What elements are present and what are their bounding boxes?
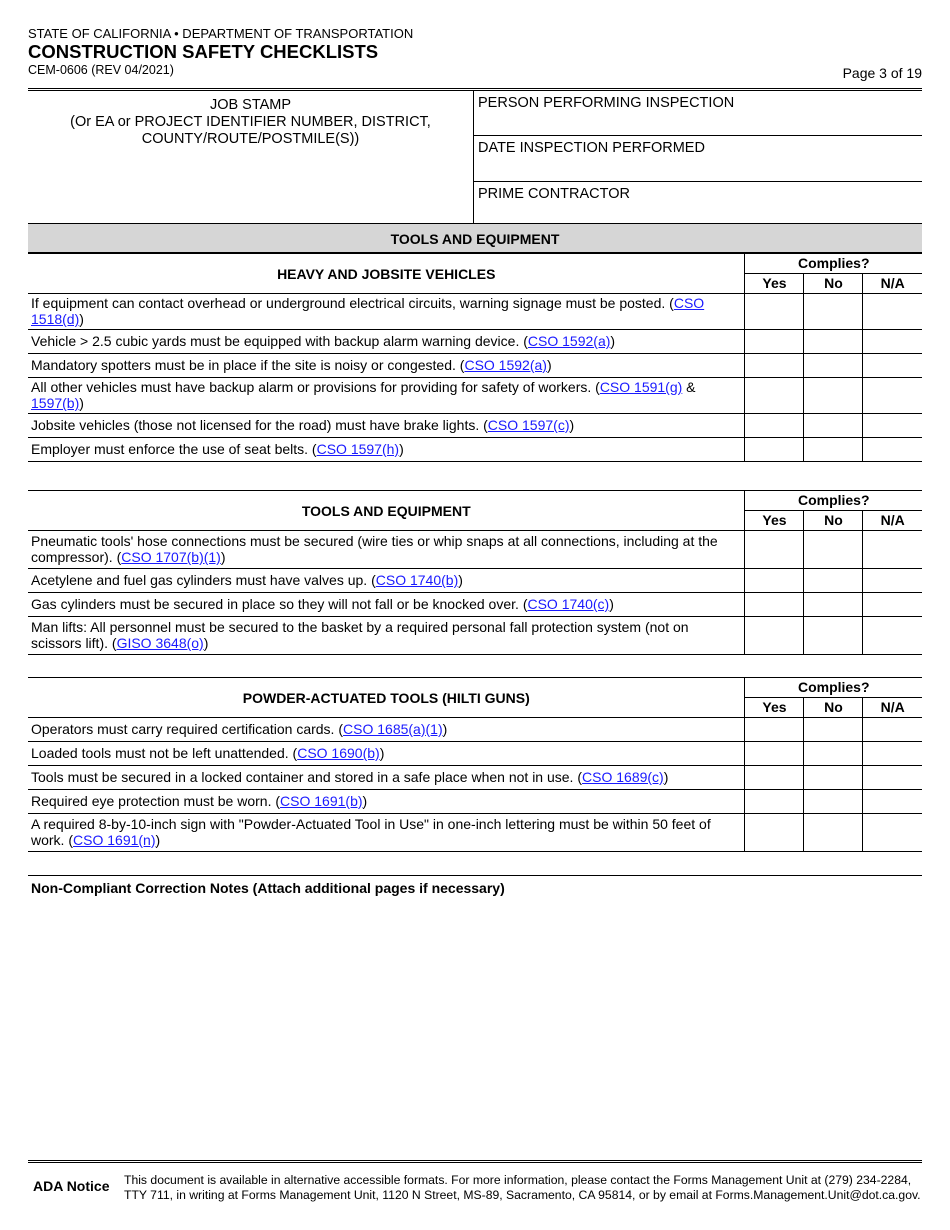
yes-column-header: Yes	[745, 511, 804, 531]
page-number: Page 3 of 19	[842, 65, 922, 81]
agency-line: STATE OF CALIFORNIA • DEPARTMENT OF TRANSPORTATION	[28, 26, 414, 41]
yes-checkbox-cell[interactable]	[745, 593, 804, 617]
na-checkbox-cell[interactable]	[863, 593, 922, 617]
checklist-row	[28, 438, 922, 462]
checklist-item-text	[28, 569, 745, 593]
citation-open-paren: (	[68, 832, 74, 848]
checklist-table-heavy-vehicles	[28, 253, 922, 462]
checklist-row	[28, 294, 922, 330]
citation-close-paren: )	[399, 441, 404, 457]
citation-close-paren: )	[220, 549, 226, 565]
checklist-row	[28, 414, 922, 438]
yes-checkbox-cell[interactable]	[745, 330, 804, 354]
na-checkbox-cell[interactable]	[863, 766, 922, 790]
requirement-text: All other vehicles must have backup alarm or provisions for providing for safety of workers.	[31, 379, 592, 395]
checklist-row	[28, 814, 922, 852]
regulation-link[interactable]: CSO 1592(a)	[464, 357, 547, 373]
yes-checkbox-cell[interactable]	[745, 438, 804, 462]
job-stamp-desc-1: (Or EA or PROJECT IDENTIFIER NUMBER, DISTRICT,	[70, 114, 431, 130]
checklist-item-text	[28, 718, 745, 742]
regulation-link[interactable]: CSO 1689(c)	[582, 769, 664, 785]
section-title: POWDER-ACTUATED TOOLS (HILTI GUNS)	[28, 678, 745, 718]
inspection-date-field[interactable]: DATE INSPECTION PERFORMED	[474, 135, 922, 180]
checklist-table-tools	[28, 490, 922, 655]
no-column-header: No	[804, 698, 863, 718]
checklist-item-text	[28, 766, 745, 790]
regulation-link[interactable]: CSO 1597(h)	[316, 441, 400, 457]
checklist-item-text	[28, 742, 745, 766]
ada-notice	[28, 1160, 922, 1203]
checklist-item-text	[28, 814, 745, 852]
citation-close-paren: )	[458, 572, 463, 588]
regulation-link[interactable]: CSO 1740(b)	[375, 572, 459, 588]
requirement-text: A required 8-by-10-inch sign with "Powder-Actuated Tool in Use" in one-inch lettering must be within 50 feet of work.	[31, 816, 711, 848]
citation-open-paren: (	[338, 721, 344, 737]
no-checkbox-cell[interactable]	[804, 718, 863, 742]
checklist-row	[28, 790, 922, 814]
na-checkbox-cell[interactable]	[863, 294, 922, 330]
no-column-header: No	[804, 274, 863, 294]
regulation-link[interactable]: CSO 1691(n)	[73, 832, 156, 848]
citation-joiner: &	[682, 379, 696, 395]
na-checkbox-cell[interactable]	[863, 742, 922, 766]
checklist-row	[28, 569, 922, 593]
no-checkbox-cell[interactable]	[804, 814, 863, 852]
citation-open-paren: (	[522, 596, 528, 612]
inspector-field[interactable]: PERSON PERFORMING INSPECTION	[478, 95, 735, 111]
citation-close-paren: )	[663, 769, 669, 785]
checklist-item-text	[28, 438, 745, 462]
no-checkbox-cell[interactable]	[804, 593, 863, 617]
no-checkbox-cell[interactable]	[804, 294, 863, 330]
citation-close-paren: )	[546, 357, 552, 373]
yes-checkbox-cell[interactable]	[745, 617, 804, 655]
no-checkbox-cell[interactable]	[804, 531, 863, 569]
requirement-text: Acetylene and fuel gas cylinders must have valves up.	[31, 572, 368, 588]
requirement-text: If equipment can contact overhead or underground electrical circuits, warning signage must be posted.	[31, 295, 666, 311]
citation-close-paren: )	[610, 333, 616, 349]
citation-open-paren: (	[275, 793, 281, 809]
job-stamp-label: JOB STAMP	[209, 97, 292, 113]
complies-header: Complies?	[745, 491, 922, 511]
checklist-row	[28, 766, 922, 790]
checklist-item-text	[28, 414, 745, 438]
yes-checkbox-cell[interactable]	[745, 414, 804, 438]
section-band-title: TOOLS AND EQUIPMENT	[28, 223, 922, 253]
checklist-item-text	[28, 378, 745, 414]
job-stamp-field[interactable]	[28, 91, 474, 226]
prime-contractor-field[interactable]: PRIME CONTRACTOR	[474, 181, 922, 226]
na-column-header: N/A	[863, 511, 922, 531]
no-checkbox-cell[interactable]	[804, 330, 863, 354]
na-column-header: N/A	[863, 698, 922, 718]
no-checkbox-cell[interactable]	[804, 378, 863, 414]
citation-open-paren: (	[111, 635, 117, 651]
checklist-item-text	[28, 531, 745, 569]
regulation-link[interactable]: CSO 1685(a)(1)	[343, 721, 443, 737]
na-checkbox-cell[interactable]	[863, 617, 922, 655]
yes-checkbox-cell[interactable]	[745, 354, 804, 378]
citation-close-paren: )	[609, 596, 614, 612]
requirement-text: Pneumatic tools' hose connections must be secured (wire ties or whip snaps at all connections, including at the compressor).	[31, 533, 718, 565]
no-checkbox-cell[interactable]	[804, 617, 863, 655]
job-stamp-desc-2: COUNTY/ROUTE/POSTMILE(S))	[141, 131, 360, 147]
yes-column-header: Yes	[745, 698, 804, 718]
regulation-link[interactable]: CSO 1591(g)	[599, 379, 683, 395]
checklist-row	[28, 593, 922, 617]
no-checkbox-cell[interactable]	[804, 354, 863, 378]
na-checkbox-cell[interactable]	[863, 790, 922, 814]
ada-text: This document is available in alternative accessible formats. For more information, please contact the Forms Management Unit at (279) 234-2284, TTY 711, in writing at Forms Management Unit, 1120 N Street, MS-89, Sacramento, CA 95814, or by email at Forms.Management.Unit@dot.ca.gov.	[124, 1173, 921, 1202]
citation-close-paren: )	[569, 417, 575, 433]
yes-checkbox-cell[interactable]	[745, 569, 804, 593]
regulation-link[interactable]: GISO 3648(o)	[116, 635, 204, 651]
checklist-table-powder-tools	[28, 677, 922, 852]
regulation-link[interactable]: CSO 1740(c)	[527, 596, 610, 612]
checklist-row	[28, 617, 922, 655]
section-title: TOOLS AND EQUIPMENT	[28, 491, 745, 531]
requirement-text: Jobsite vehicles (those not licensed for the road) must have brake lights.	[31, 417, 480, 433]
yes-column-header: Yes	[745, 274, 804, 294]
citation-open-paren: (	[311, 441, 317, 457]
section-title: HEAVY AND JOBSITE VEHICLES	[28, 254, 745, 294]
requirement-text: Man lifts: All personnel must be secured to the basket by a required personal fall protection system (not on scissors lift).	[31, 619, 689, 651]
form-title: CONSTRUCTION SAFETY CHECKLISTS	[28, 41, 379, 62]
requirement-text: Mandatory spotters must be in place if the site is noisy or congested.	[31, 357, 456, 373]
checklist-item-text	[28, 294, 745, 330]
na-checkbox-cell[interactable]	[863, 378, 922, 414]
requirement-text: Operators must carry required certification cards.	[31, 721, 335, 737]
na-checkbox-cell[interactable]	[863, 531, 922, 569]
citation-open-paren: (	[577, 769, 583, 785]
no-checkbox-cell[interactable]	[804, 766, 863, 790]
citation-open-paren: (	[523, 333, 528, 349]
na-checkbox-cell[interactable]	[863, 569, 922, 593]
requirement-text: Tools must be secured in a locked container and stored in a safe place when not in use.	[31, 769, 574, 785]
na-checkbox-cell[interactable]	[863, 814, 922, 852]
citation-open-paren: (	[595, 379, 600, 395]
regulation-link[interactable]: CSO 1597(c)	[487, 417, 570, 433]
regulation-link[interactable]: CSO 1592(a)	[527, 333, 611, 349]
correction-notes-area[interactable]	[28, 875, 922, 900]
checklist-row	[28, 718, 922, 742]
checklist-item-text	[28, 354, 745, 378]
ada-label: ADA Notice	[33, 1178, 110, 1194]
no-checkbox-cell[interactable]	[804, 742, 863, 766]
yes-checkbox-cell[interactable]	[745, 378, 804, 414]
citation-close-paren: )	[203, 635, 209, 651]
citation-close-paren: )	[79, 311, 84, 327]
checklist-item-text	[28, 593, 745, 617]
checklist-row	[28, 330, 922, 354]
citation-open-paren: (	[292, 745, 298, 761]
regulation-link[interactable]: CSO 1707(b)(1)	[121, 549, 221, 565]
complies-header: Complies?	[745, 254, 922, 274]
citation-close-paren: )	[79, 395, 84, 411]
citation-close-paren: )	[362, 793, 368, 809]
citation-close-paren: )	[155, 832, 161, 848]
na-checkbox-cell[interactable]	[863, 330, 922, 354]
checklist-item-text	[28, 330, 745, 354]
na-checkbox-cell[interactable]	[863, 414, 922, 438]
regulation-link[interactable]: 1597(b)	[31, 395, 80, 411]
yes-checkbox-cell[interactable]	[745, 814, 804, 852]
yes-checkbox-cell[interactable]	[745, 294, 804, 330]
citation-close-paren: )	[379, 745, 385, 761]
no-checkbox-cell[interactable]	[804, 790, 863, 814]
yes-checkbox-cell[interactable]	[745, 742, 804, 766]
na-column-header: N/A	[863, 274, 922, 294]
requirement-text: Vehicle > 2.5 cubic yards must be equipped with backup alarm warning device.	[31, 333, 520, 349]
regulation-link[interactable]: CSO 1691(b)	[280, 793, 363, 809]
checklist-row	[28, 354, 922, 378]
na-checkbox-cell[interactable]	[863, 718, 922, 742]
form-header	[28, 26, 922, 81]
citation-open-paren: (	[669, 295, 674, 311]
yes-checkbox-cell[interactable]	[745, 718, 804, 742]
requirement-text: Gas cylinders must be secured in place so they will not fall or be knocked over.	[31, 596, 519, 612]
yes-checkbox-cell[interactable]	[745, 531, 804, 569]
checklist-item-text	[28, 617, 745, 655]
citation-open-paren: (	[483, 417, 488, 433]
citation-open-paren: (	[116, 549, 122, 565]
correction-notes-label: Non-Compliant Correction Notes (Attach additional pages if necessary)	[31, 880, 505, 896]
requirement-text: Required eye protection must be worn.	[31, 793, 272, 809]
form-number: CEM-0606 (REV 04/2021)	[28, 63, 174, 77]
job-stamp-block	[28, 88, 922, 226]
no-checkbox-cell[interactable]	[804, 569, 863, 593]
regulation-link[interactable]: CSO 1690(b)	[297, 745, 380, 761]
checklist-row	[28, 531, 922, 569]
no-column-header: No	[804, 511, 863, 531]
no-checkbox-cell[interactable]	[804, 438, 863, 462]
checklist-item-text	[28, 790, 745, 814]
na-checkbox-cell[interactable]	[863, 438, 922, 462]
requirement-text: Employer must enforce the use of seat belts.	[31, 441, 309, 457]
regulation-link[interactable]: CSO 1518(d)	[31, 295, 705, 327]
yes-checkbox-cell[interactable]	[745, 766, 804, 790]
checklist-row	[28, 742, 922, 766]
citation-open-paren: (	[459, 357, 465, 373]
no-checkbox-cell[interactable]	[804, 414, 863, 438]
citation-close-paren: )	[442, 721, 448, 737]
checklist-row	[28, 378, 922, 414]
complies-header: Complies?	[745, 678, 922, 698]
na-checkbox-cell[interactable]	[863, 354, 922, 378]
requirement-text: Loaded tools must not be left unattended.	[31, 745, 289, 761]
yes-checkbox-cell[interactable]	[745, 790, 804, 814]
citation-open-paren: (	[371, 572, 376, 588]
